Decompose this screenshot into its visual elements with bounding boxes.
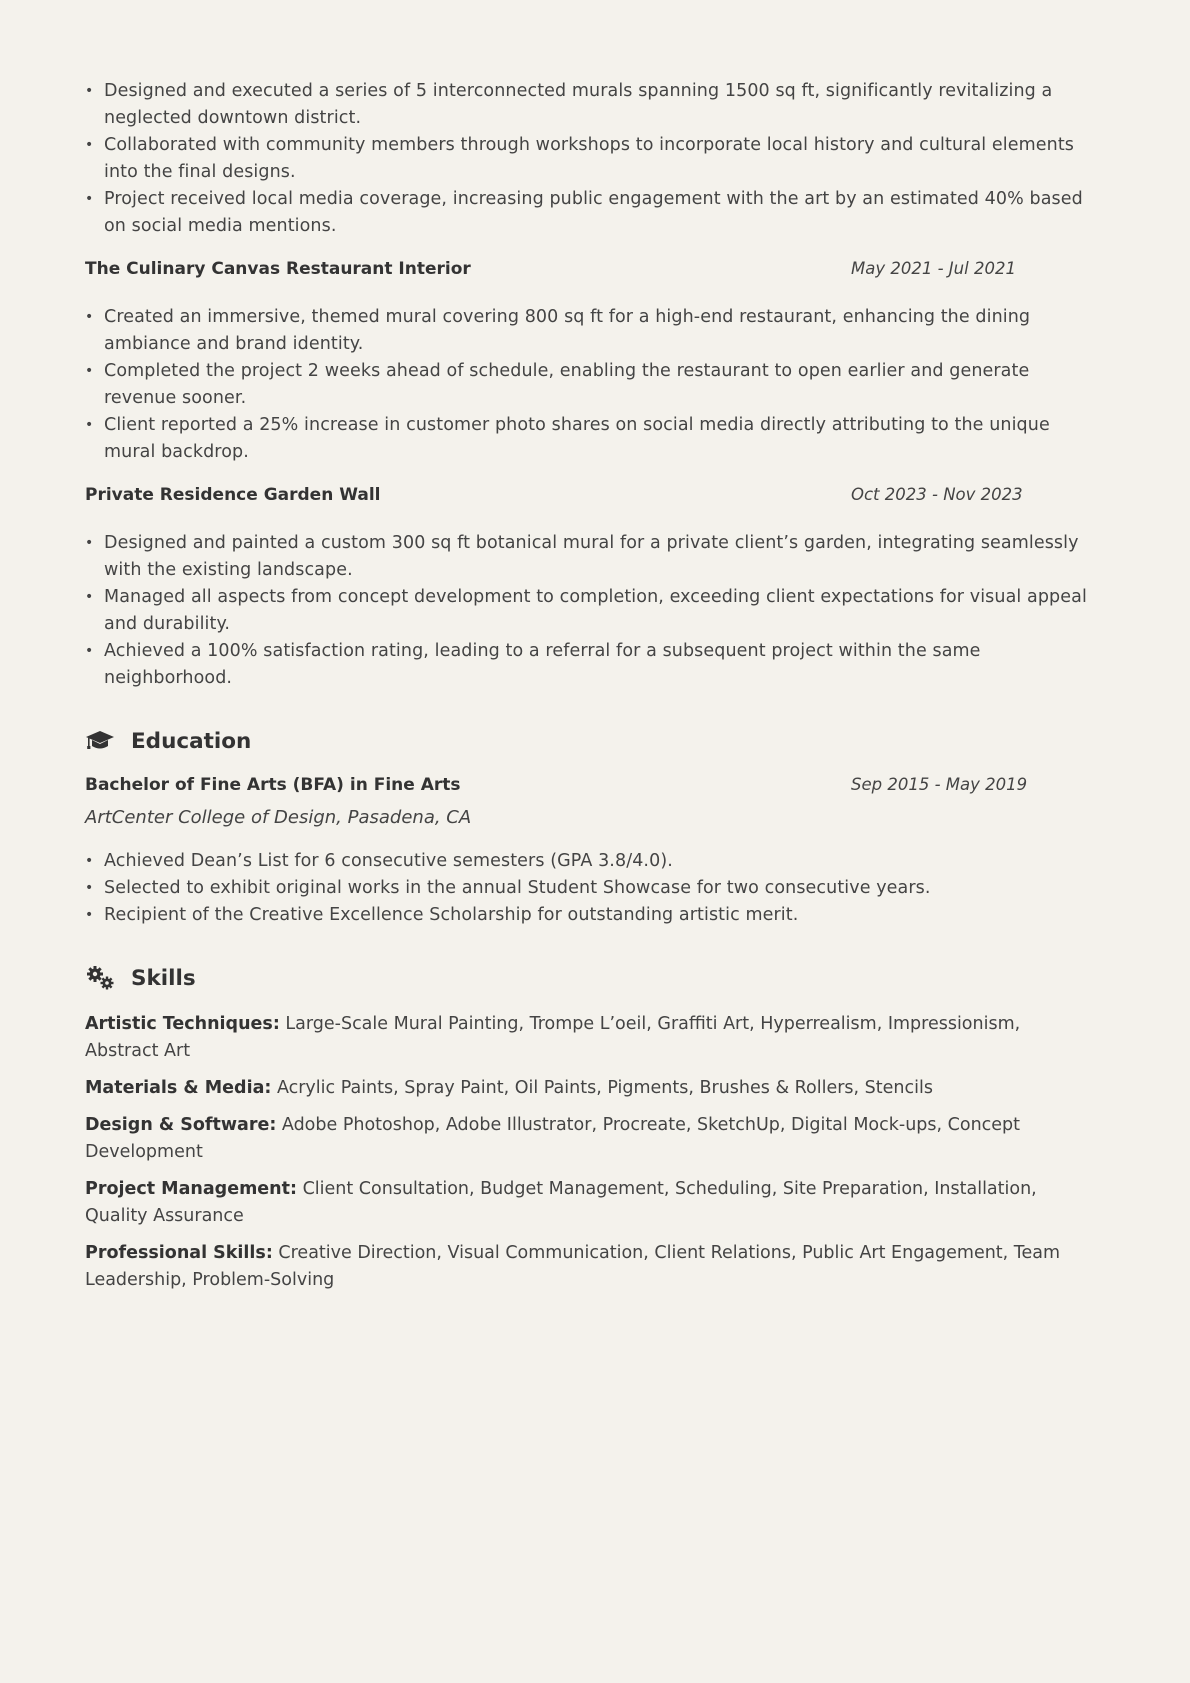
skill-label: Professional Skills: bbox=[85, 1243, 273, 1263]
list-item: • Created an immersive, themed mural covering 800 sq ft for a high-end restaurant, enhancing the dining ambiance and brand identity. bbox=[85, 304, 1090, 358]
skill-row bbox=[85, 1011, 1090, 1065]
section-title: Education bbox=[131, 728, 252, 754]
skill-row bbox=[85, 1176, 1090, 1230]
skill-value: Client Consultation, Budget Management, Scheduling, Site Preparation, Installation, Quality Assurance bbox=[85, 1179, 1037, 1226]
list-item: • Project received local media coverage, increasing public engagement with the art by an estimated 40% based on social media mentions. bbox=[85, 186, 1090, 240]
education-entry bbox=[85, 774, 1090, 929]
project-date: May 2021 - Jul 2021 bbox=[851, 259, 1016, 278]
skill-label: Materials & Media: bbox=[85, 1078, 272, 1098]
education-bullets bbox=[85, 848, 1090, 929]
degree-title: Bachelor of Fine Arts (BFA) in Fine Arts bbox=[85, 775, 461, 795]
skill-label: Artistic Techniques: bbox=[85, 1014, 280, 1034]
list-item: • Collaborated with community members through workshops to incorporate local history and cultural elements into the final designs. bbox=[85, 132, 1090, 186]
list-item: • Designed and executed a series of 5 interconnected murals spanning 1500 sq ft, significantly revitalizing a neglected downtown district. bbox=[85, 78, 1090, 132]
education-section-header bbox=[85, 726, 1090, 756]
project-header bbox=[85, 258, 1090, 280]
education-date: Sep 2015 - May 2019 bbox=[851, 775, 1028, 794]
skill-value: Large-Scale Mural Painting, Trompe L’oeil, Graffiti Art, Hyperrealism, Impressionism, Abstract Art bbox=[85, 1014, 1021, 1061]
skill-label: Project Management: bbox=[85, 1179, 297, 1199]
skill-value: Acrylic Paints, Spray Paint, Oil Paints, Pigments, Brushes & Rollers, Stencils bbox=[276, 1078, 933, 1098]
skills-list bbox=[85, 1011, 1090, 1294]
list-item: • Completed the project 2 weeks ahead of schedule, enabling the restaurant to open earlier and generate revenue sooner. bbox=[85, 358, 1090, 412]
graduation-cap-icon bbox=[85, 728, 115, 754]
education-header bbox=[85, 774, 1090, 796]
list-item: • Achieved a 100% satisfaction rating, leading to a referral for a subsequent project within the same neighborhood. bbox=[85, 638, 1090, 692]
skill-value: Adobe Photoshop, Adobe Illustrator, Procreate, SketchUp, Digital Mock-ups, Concept Development bbox=[85, 1115, 1021, 1162]
project-entry bbox=[85, 484, 1090, 692]
project-entry bbox=[85, 258, 1090, 466]
skill-row bbox=[85, 1112, 1090, 1166]
project-date: Oct 2023 - Nov 2023 bbox=[851, 485, 1023, 504]
list-item: • Selected to exhibit original works in the annual Student Showcase for two consecutive years. bbox=[85, 875, 1090, 902]
list-item: • Recipient of the Creative Excellence Scholarship for outstanding artistic merit. bbox=[85, 902, 1090, 929]
list-item: • Achieved Dean’s List for 6 consecutive semesters (GPA 3.8/4.0). bbox=[85, 848, 1090, 875]
skill-row bbox=[85, 1075, 1090, 1102]
list-item: • Managed all aspects from concept development to completion, exceeding client expectations for visual appeal and durability. bbox=[85, 584, 1090, 638]
list-item: • Client reported a 25% increase in customer photo shares on social media directly attributing to the unique mural backdrop. bbox=[85, 412, 1090, 466]
list-item: • Designed and painted a custom 300 sq ft botanical mural for a private client’s garden, integrating seamlessly with the existing landscape. bbox=[85, 530, 1090, 584]
section-title: Skills bbox=[131, 965, 196, 991]
project-intro-bullets bbox=[85, 78, 1090, 240]
project-bullets bbox=[85, 530, 1090, 692]
skill-label: Design & Software: bbox=[85, 1115, 277, 1135]
project-bullets bbox=[85, 304, 1090, 466]
skill-value: Creative Direction, Visual Communication, Client Relations, Public Art Engagement, Team Leadership, Problem-Solving bbox=[85, 1243, 1061, 1290]
skill-row bbox=[85, 1240, 1090, 1294]
gears-icon bbox=[85, 965, 115, 991]
project-title: Private Residence Garden Wall bbox=[85, 485, 381, 505]
skills-section-header bbox=[85, 963, 1090, 993]
project-header bbox=[85, 484, 1090, 506]
project-title: The Culinary Canvas Restaurant Interior bbox=[85, 259, 471, 279]
school-name: ArtCenter College of Design, Pasadena, CA bbox=[85, 807, 472, 828]
